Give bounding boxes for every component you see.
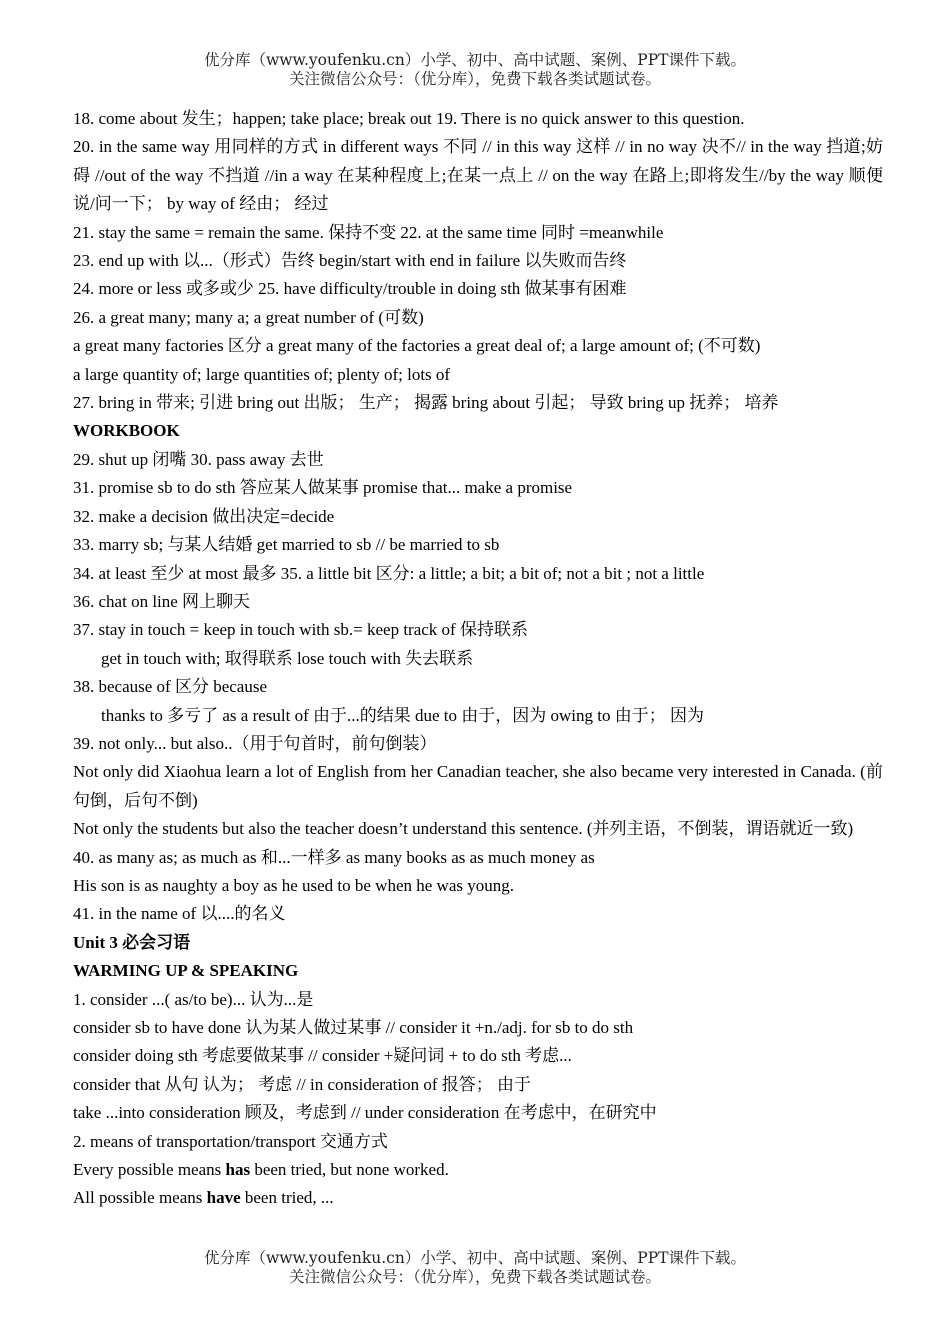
text-line: 37. stay in touch = keep in touch with sb.= keep track of 保持联系 <box>73 620 528 640</box>
text-paragraph: Not only the students but also the teacher doesn’t understand this sentence. (并列主语，不倒装，谓语就近一致) <box>73 819 854 839</box>
sentence-part: Every possible means <box>73 1160 226 1180</box>
text-line: a large quantity of; large quantities of; plenty of; lots of <box>73 364 451 384</box>
text-paragraph: 20. in the same way 用同样的方式 in different ways 不同 // in this way 这样 // in no way 决不// in the way 挡道;妨碍 //out of the way 不挡道 //in a way 在某种程度上;在某一点上 // on the way 在路上;即将发生//by the way 顺便说/问一下； by way of 经由； 经过 <box>73 137 883 214</box>
text-line: 18. come about 发生；happen; take place; break out 19. There is no quick answer to this question. <box>73 109 745 128</box>
text-line: 1. consider ...( as/to be)... 认为...是 <box>73 989 314 1009</box>
sentence-part: been tried, but none worked. <box>250 1160 449 1180</box>
page-header <box>0 51 950 89</box>
text-line: 27. bring in 带来; 引进 bring out 出版； 生产； 揭露 bring about 引起； 导致 bring up 抚养； 培养 <box>73 393 779 413</box>
text-line-indented: get in touch with; 取得联系 lose touch with 失去联系 <box>101 648 474 668</box>
text-line: consider sb to have done 认为某人做过某事 // consider it +n./adj. for sb to do sth <box>73 1018 634 1037</box>
footer-line-2: 关注微信公众号：（优分库），免费下载各类试题试卷。 <box>288 1268 661 1286</box>
text-line: 33. marry sb; 与某人结婚 get married to sb // be married to sb <box>73 535 500 555</box>
text-line: 21. stay the same = remain the same. 保持不变 22. at the same time 同时 =meanwhile <box>73 222 664 242</box>
emphasized-verb: have <box>206 1188 241 1208</box>
text-line: a great many factories 区分 a great many of the factories a great deal of; a large amount of; (不可数) <box>73 336 761 356</box>
text-line: 41. in the name of 以....的名义 <box>73 904 286 924</box>
text-line: 23. end up with 以...（形式）告终 begin/start with end in failure 以失败而告终 <box>73 251 627 271</box>
text-paragraph: Not only did Xiaohua learn a lot of English from her Canadian teacher, she also became very interested in Canada. (前句倒，后句不倒) <box>73 762 883 810</box>
text-line: 32. make a decision 做出决定=decide <box>73 506 335 526</box>
section-heading: WARMING UP & SPEAKING <box>73 961 299 981</box>
unit-heading: Unit 3 必会习语 <box>73 932 191 952</box>
text-line: 24. more or less 或多或少 25. have difficulty/trouble in doing sth 做某事有困难 <box>73 279 627 299</box>
text-line: His son is as naughty a boy as he used to be when he was young. <box>73 875 514 895</box>
header-line-1: 优分库（www.youfenku.cn）小学、初中、高中试题、案例、PPT课件下载。 <box>203 51 747 69</box>
footer-line-1: 优分库（www.youfenku.cn）小学、初中、高中试题、案例、PPT课件下载。 <box>203 1249 747 1267</box>
text-line: 29. shut up 闭嘴 30. pass away 去世 <box>73 449 324 469</box>
text-line: 2. means of transportation/transport 交通方式 <box>73 1131 388 1151</box>
text-line: consider that 从句 认为； 考虑 // in consideration of 报答； 由于 <box>73 1074 531 1094</box>
text-line: 39. not only... but also..（用于句首时，前句倒装） <box>73 733 437 753</box>
text-line: 36. chat on line 网上聊天 <box>73 591 251 611</box>
sentence-part: been tried, ... <box>240 1188 334 1208</box>
text-line: 34. at least 至少 at most 最多 35. a little bit 区分: a little; a bit; a bit of; not a bit ; not a little <box>73 563 705 583</box>
text-line: 31. promise sb to do sth 答应某人做某事 promise that... make a promise <box>73 478 573 498</box>
text-line: take ...into consideration 顾及，考虑到 // under consideration 在考虑中，在研究中 <box>73 1103 657 1123</box>
text-line: 40. as many as; as much as 和...一样多 as many books as as much money as <box>73 847 595 867</box>
text-line: 26. a great many; many a; a great number of (可数) <box>73 307 424 327</box>
example-sentence <box>73 1184 883 1212</box>
header-line-2: 关注微信公众号：（优分库），免费下载各类试题试卷。 <box>288 70 661 88</box>
emphasized-verb: has <box>225 1160 251 1180</box>
page-footer <box>0 1249 950 1287</box>
section-heading: WORKBOOK <box>73 421 180 441</box>
text-line-indented: thanks to 多亏了 as a result of 由于...的结果 due to 由于，因为 owing to 由于； 因为 <box>101 705 704 725</box>
sentence-part: All possible means <box>73 1188 207 1208</box>
text-line: consider doing sth 考虑要做某事 // consider +疑问词 + to do sth 考虑... <box>73 1046 572 1066</box>
text-line: 38. because of 区分 because <box>73 677 268 697</box>
document-body <box>73 105 883 1213</box>
example-sentence <box>73 1156 883 1184</box>
